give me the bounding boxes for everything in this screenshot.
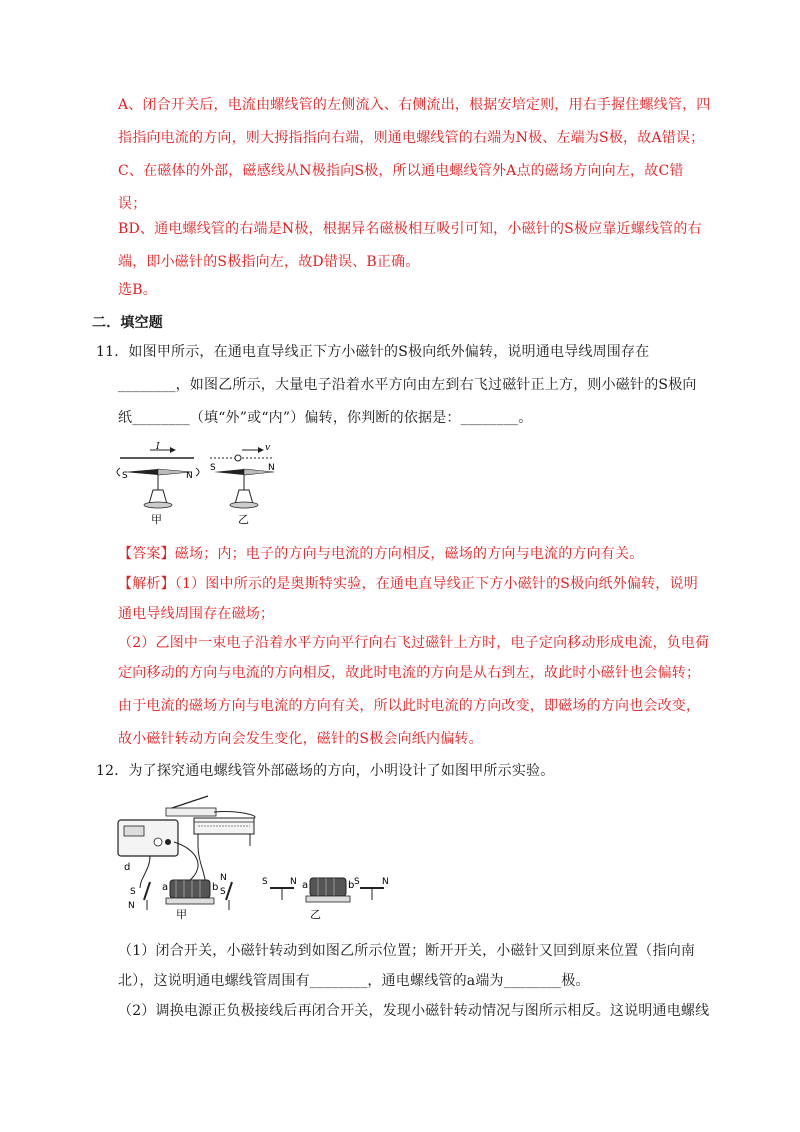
needle-jia-s xyxy=(124,469,158,475)
s-label-yi: S xyxy=(210,463,216,473)
needle-yi2-s: S xyxy=(354,877,360,887)
analysis-a-line1: A、闭合开关后，电流由螺线管的左侧流入、右侧流出，根据安培定则，用右手握住螺线管，四 xyxy=(118,97,711,113)
analysis-bd-line1: BD、通电螺线管的右端是N极，根据异名磁极相互吸引可知，小磁针的S极应靠近螺线管的右 xyxy=(118,221,702,237)
q12-line1: 12．为了探究通电螺线管外部磁场的方向，小明设计了如图甲所示实验。 xyxy=(96,763,555,779)
q12-figure xyxy=(110,790,410,925)
q12-p2-line1: （2）调换电源正负极接线后再闭合开关，发现小磁针转动情况与图所示相反。这说明通电螺线 xyxy=(118,1003,710,1019)
analysis-bd-line2: 端，即小磁针的S极指向左，故D错误、B正确。 xyxy=(118,254,420,270)
coil-yi-a-label: a xyxy=(302,880,309,891)
needle-left-n: N xyxy=(128,901,135,911)
analysis-c-line1: C、在磁体的外部，磁感线从N极指向S极，所以通电螺线管外A点的磁场方向向左，故C错 xyxy=(118,163,684,179)
velocity-label: v xyxy=(265,443,271,453)
needle-jia-left xyxy=(144,882,150,900)
q11-line2: ________，如图乙所示，大量电子沿着水平方向由左到右飞过磁针正上方，则小磁针的S极向 xyxy=(118,377,697,393)
needle-right-s: S xyxy=(220,887,226,897)
switch-lever xyxy=(172,796,208,808)
q11-analysis-line5: 由于电流的磁场方向与电流的方向有关，所以此时电流的方向改变，即磁场的方向也会改变， xyxy=(118,698,701,714)
section-title: 二．填空题 xyxy=(92,315,163,331)
electron xyxy=(235,455,241,461)
power-supply xyxy=(118,820,178,856)
n-label-jia: N xyxy=(186,471,193,481)
coil-a-label: a xyxy=(162,882,169,893)
q11-analysis-line2: 通电导线周围存在磁场； xyxy=(118,606,275,622)
analysis-a-line2: 指指向电流的方向，则大拇指指向右端，则通电螺线管的右端为N极、左端为S极，故A错误； xyxy=(118,130,705,146)
switch-base xyxy=(166,808,216,816)
q12-p1-line2: 北），这说明通电螺线管周围有________，通电螺线管的a端为________极。 xyxy=(118,973,590,989)
q11-line3: 纸________（填“外”或“内”）偏转，你判断的依据是：________。 xyxy=(118,410,533,426)
q11-figure xyxy=(110,440,280,528)
q12-p1-line1: （1）闭合开关，小磁针转动到如图乙所示位置；断开开关，小磁针又回到原来位置（指向南 xyxy=(118,943,696,959)
q11-analysis-line3: （2）乙图中一束电子沿着水平方向平行向右飞过磁针上方时，电子定向移动形成电流，负电荷 xyxy=(118,635,710,651)
coil-b-label: b xyxy=(212,882,219,893)
s-label-jia: S xyxy=(122,471,128,481)
needle-jia-right xyxy=(226,882,232,900)
needle-yi1-n: N xyxy=(290,877,297,887)
current-label: I xyxy=(156,442,160,452)
needle-yi1-s: S xyxy=(262,877,268,887)
label-jia: 甲 xyxy=(176,908,187,921)
q11-analysis-line1: 【解析】（1）图中所示的是奥斯特实验，在通电直导线正下方小磁针的S极向纸外偏转，说明 xyxy=(118,576,698,592)
q11-line1: 11．如图甲所示，在通电直导线正下方小磁针的S极向纸外偏转，说明通电导线周围存在 xyxy=(96,344,650,360)
q11-answer: 【答案】磁场；内；电子的方向与电流的方向相反，磁场的方向与电流的方向有关。 xyxy=(118,546,644,562)
needle-yi-s xyxy=(214,469,244,475)
coil-yi-b-label: b xyxy=(348,880,355,891)
q11-analysis-line6: 故小磁针转动方向会发生变化，磁针的S极会向纸内偏转。 xyxy=(118,731,483,747)
label-yi: 乙 xyxy=(238,513,249,526)
label-yi: 乙 xyxy=(310,908,321,921)
needle-yi2-n: N xyxy=(382,877,389,887)
q11-analysis-line4: 定向移动的方向与电流的方向相反，故此时电流的方向是从右到左，故此时小磁针也会偏转； xyxy=(118,665,701,681)
needle-left-s: S xyxy=(130,887,136,897)
label-jia: 甲 xyxy=(151,513,162,526)
needle-right-n: N xyxy=(220,873,227,883)
n-label-yi: N xyxy=(268,463,275,473)
analysis-c-line2: 误； xyxy=(118,196,147,212)
terminal-d-label: d xyxy=(124,862,131,873)
analysis-choice: 选B。 xyxy=(118,282,157,298)
coil-yi xyxy=(310,878,346,896)
